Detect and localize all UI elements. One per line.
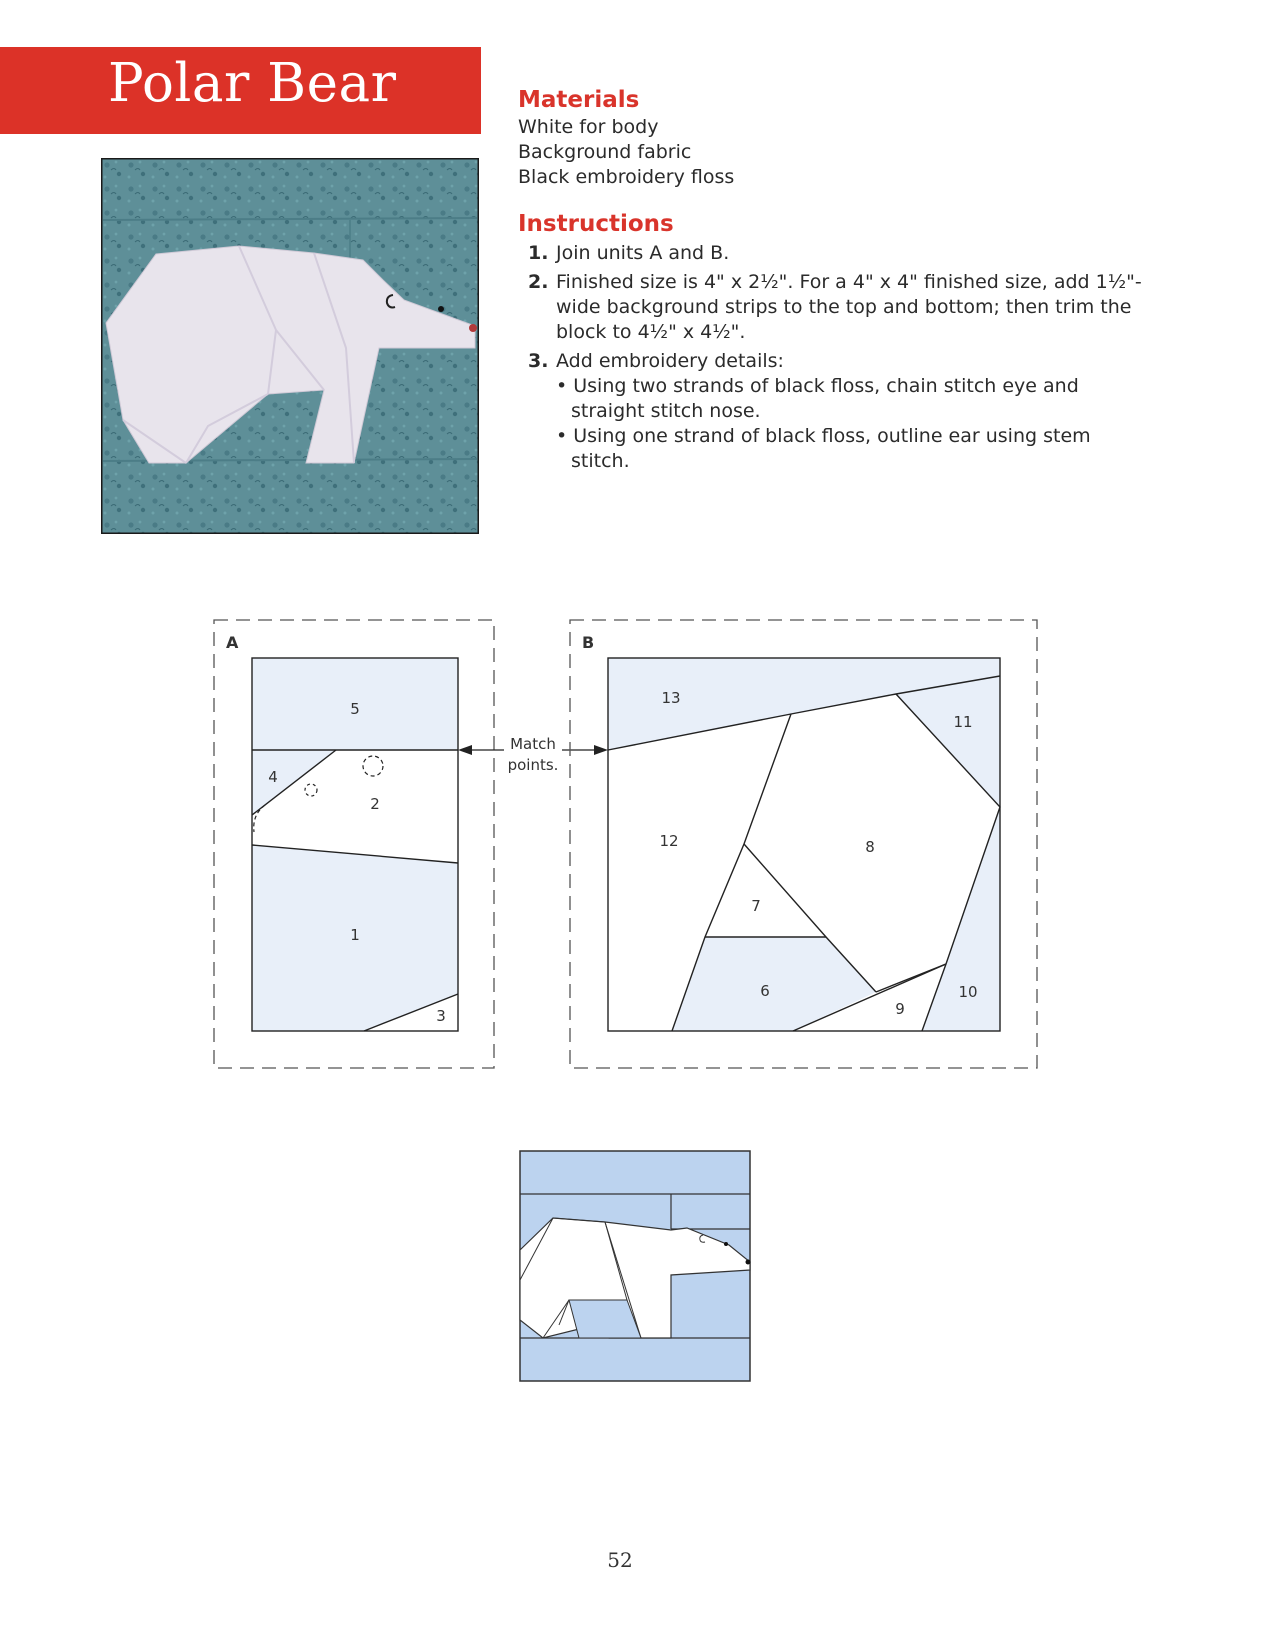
piece-label: 4 <box>268 768 278 786</box>
unit-a-pattern <box>214 620 494 1068</box>
step-text: Join units A and B. <box>556 242 730 264</box>
piece-label: 1 <box>350 926 360 944</box>
piece-label: 8 <box>865 838 875 856</box>
step-text: Add embroidery details: <box>556 350 784 372</box>
step-bullet: • Using one strand of black floss, outline ear using stem stitch. <box>556 425 1091 472</box>
piece-label: 11 <box>953 713 973 731</box>
unit-b-pattern <box>570 620 1037 1068</box>
unit-b-label: B <box>582 633 595 652</box>
step-bullet: • Using two strands of black floss, chain stitch eye and straight stitch nose. <box>556 375 1079 422</box>
instructions-heading: Instructions <box>518 211 674 237</box>
list-item: White for body <box>518 116 659 138</box>
list-item: Background fabric <box>518 141 692 163</box>
piece-label: 2 <box>370 795 380 813</box>
piece-label: 13 <box>661 689 681 707</box>
piece-label: 3 <box>436 1007 446 1025</box>
step-text: Finished size is 4" x 2½". For a 4" x 4" finished size, add 1½"-wide background strips to the top and bottom; then trim the block to 4½" x 4½". <box>556 271 1142 343</box>
match-points-label: points. <box>507 756 559 774</box>
page-title: Polar Bear <box>108 53 397 114</box>
step-number: 3. <box>528 350 549 372</box>
piece-label: 5 <box>350 700 360 718</box>
piece-label: 12 <box>659 832 679 850</box>
match-points-label: Match <box>510 735 556 753</box>
finished-block-preview <box>519 1150 751 1382</box>
piece-label: 9 <box>895 1000 905 1018</box>
page-number: 52 <box>607 1548 633 1572</box>
materials-heading: Materials <box>518 87 640 113</box>
list-item: Black embroidery floss <box>518 166 735 188</box>
step-number: 1. <box>528 242 549 264</box>
step-number: 2. <box>528 271 549 293</box>
piece-label: 6 <box>760 982 770 1000</box>
piece-label: 7 <box>751 897 761 915</box>
piece-label: 10 <box>958 983 978 1001</box>
match-points-callout <box>458 735 608 774</box>
unit-a-label: A <box>226 633 239 652</box>
